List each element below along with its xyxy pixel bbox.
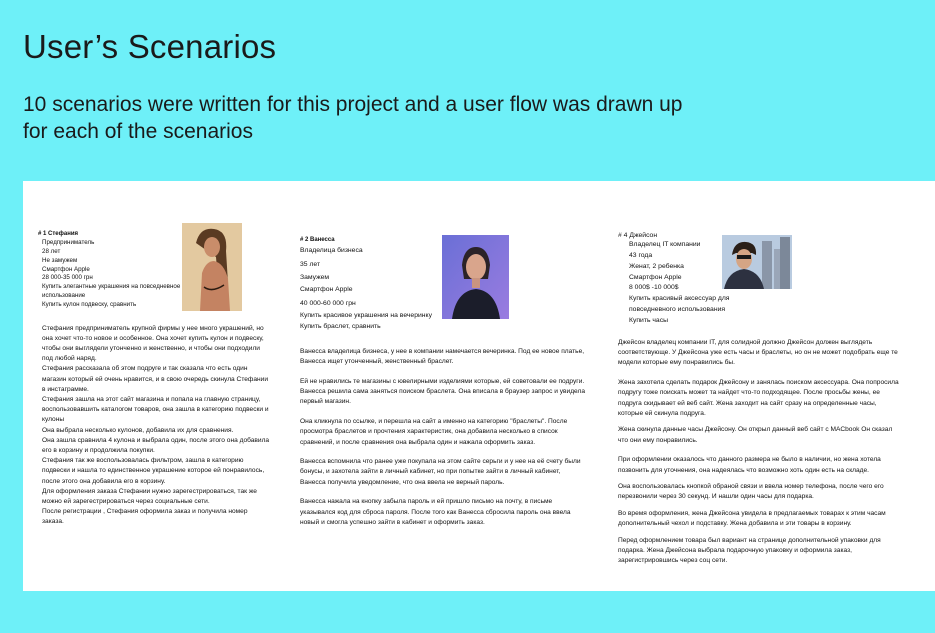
scenario-body bbox=[42, 324, 270, 528]
meta-line: Купить браслет, сравнить bbox=[300, 323, 381, 331]
meta-line: Замужем bbox=[300, 274, 330, 282]
body-paragraph: После регистрации , Стефания оформила заказ и получила номер заказа. bbox=[42, 508, 248, 526]
woman-portrait-image bbox=[442, 235, 509, 319]
meta-line: Купить кулон подвеску, сравнить bbox=[42, 300, 137, 308]
meta-line: 40 000-60 000 грн bbox=[300, 300, 356, 308]
persona-photo-stefania bbox=[182, 223, 242, 311]
body-paragraph: Ей не нравились те магазины с ювелирными изделиями которые, ей советовали ее подруги. Ванесса решила сама заняться поиском браслета. Она вписала в браузер запрос и увидела первый магазин. bbox=[300, 377, 586, 406]
body-paragraph: Она воспользовалась кнопкой обраной связи и ввела номер телефона, после чего его перезвонили через 30 секунд. И нашли один часы для подарка. bbox=[618, 483, 884, 501]
body-paragraph: Она кликнула по ссылке, и перешла на сайт а именно на категорию "браслеты". После просмотра браслетов и прочтения характеристик, она добавила несколько в список сравнений, и после сравнения она выбрала один и нажала оформить заказ. bbox=[300, 417, 568, 446]
meta-line: Купить красивое украшения на вечеринку bbox=[300, 311, 432, 319]
body-paragraph: Стефания рассказала об этом подруге и так сказала что есть один магазин который ей очень нравится, и в свою очередь скинула Стефании в инстаграмме. bbox=[42, 365, 269, 393]
meta-line: Купить элегантные украшения на повседневное bbox=[42, 283, 181, 291]
meta-line: Купить часы bbox=[629, 316, 668, 324]
body-paragraph: Стефания зашла на этот сайт магазина и попала на главную страницу, воспользовавшить каталогом товаров, она зашла в категорию подвески и кулоны bbox=[42, 396, 269, 424]
body-paragraph: Для оформления заказа Стефании нужно зарегестрироваться, так же можно ей зарегестрироваться через социальные сети. bbox=[42, 487, 257, 506]
body-paragraph: Жена захотела сделать подарок Джейсону и занялась поиском аксессуара. Она попросила подругу тоже поискать может та найдет что-то подходящее. После просьбы жены, ее подруга скидывает ей веб сайт. Жена заходит на сайт сразу на определенные часы, которые ей скинула подруга. bbox=[618, 378, 899, 418]
scenario-body bbox=[300, 347, 585, 529]
scenarios-sheet bbox=[23, 181, 935, 591]
persona-photo-jason bbox=[722, 235, 792, 289]
meta-line: Смартфон Apple bbox=[42, 265, 90, 273]
scenario-body bbox=[618, 338, 902, 567]
meta-line: 35 лет bbox=[300, 260, 321, 268]
meta-line: Предприниматель bbox=[42, 239, 95, 247]
page-subtitle: 10 scenarios were written for this project and a user flow was drawn up for each of the scenarios bbox=[23, 93, 683, 143]
body-paragraph: Стефания так же воспользовалась фильтром, зашла в категорию подвески и нашла то единственное украшение которое ей понравилось, после этого она добавила его в корзину. bbox=[42, 457, 265, 485]
meta-line: Смартфон Apple bbox=[300, 285, 353, 293]
meta-line: Женат, 2 ребенка bbox=[629, 262, 684, 270]
body-paragraph: Она выбрала несколько кулонов, добавила их для сравнения. bbox=[42, 426, 234, 434]
meta-line: Купить красивый аксессуар для bbox=[629, 295, 730, 303]
scenario-label: # 1 Стефания bbox=[38, 231, 79, 237]
scenario-label: # 4 Джейсон bbox=[618, 232, 658, 239]
body-paragraph: Ванесса нажала на кнопку забыла пароль и ей пришло письмо на почту, в письме указывался код для сброса пароля. После того как Ванесса сбросила пароль она ввела новый и смогла успешно зайти в кабинет и оформить заказ. bbox=[300, 498, 571, 526]
meta-line: повседневного использования bbox=[629, 305, 726, 313]
body-paragraph: При оформлении оказалось что данного размера не было в наличии, но жена хотела позвонить для уточнения, она надеялась что возможно хоть один есть на складе. bbox=[618, 456, 881, 474]
woman-portrait-image bbox=[182, 223, 242, 311]
man-portrait-image bbox=[722, 235, 792, 289]
scenario-label: # 2 Ванесса bbox=[300, 237, 335, 243]
page-title: User’s Scenarios bbox=[23, 28, 277, 65]
meta-line: Владелец IT компании bbox=[629, 241, 701, 249]
meta-line: Не замужем bbox=[42, 256, 78, 264]
body-paragraph: Ванесса вспомнила что ранее уже покупала на этом сайте серьги и у нее на её счету были бонусы, и захотела зайти в личный кабинет, но при попытке зайти в личный кабинет, Ванесса получила уведомление, что она ввела не верный пароль. bbox=[300, 457, 581, 486]
body-paragraph: Она зашла сравнила 4 кулона и выбрала один, после этого она добавила его в корзину и продолжила покупки. bbox=[42, 436, 270, 455]
meta-line: 43 года bbox=[629, 252, 653, 259]
body-paragraph: Во время оформления, жена Джейсона увидела в предлагаемых товарах к этим часам дополнительный чехол и подставку. Жена добавила и эти товары в корзину. bbox=[618, 509, 886, 528]
body-paragraph: Перед оформлением товара был вариант на странице дополнительной упаковки для подарка. Жена Джейсона выбрала подарочную упаковку и оформила заказ, зарегистрировшись через соц сети. bbox=[618, 536, 881, 565]
meta-line: использование bbox=[42, 291, 86, 299]
body-paragraph: Жена скинула данные часы Джейсону. Он открыл данный веб сайт с MACbook Он сказал что они ему понравились. bbox=[618, 426, 893, 444]
meta-line: 28 лет bbox=[42, 248, 61, 255]
meta-line: Владелица бизнеса bbox=[300, 247, 363, 255]
body-paragraph: Ванесса владелица бизнеса, у нее в компании намечается вечеринка. Под ее новое платье, Ванесса ищет утонченный, женственный браслет. bbox=[300, 347, 585, 366]
meta-line: 8 000$ -10 000$ bbox=[629, 284, 679, 292]
body-paragraph: Стефания предприниматель крупной фирмы у нее много украшений, но она хочет что-то новое и особенное. Она хочет купить кулон и подвеску, чтобы они выглядели утонченно и женственно, и чтобы они подходили под любой наряд. bbox=[42, 324, 264, 363]
persona-photo-vanessa bbox=[442, 235, 509, 319]
meta-line: 28 000-35 000 грн bbox=[42, 274, 93, 282]
meta-line: Смартфон Apple bbox=[629, 273, 682, 281]
body-paragraph: Джейсон владелец компании IT, для солидной должно Джейсон должен выглядеть соответствующе. У Джейсона уже есть часы и браслеты, но он не может подобрать еще те модели которые ему понравились бы. bbox=[618, 338, 898, 367]
